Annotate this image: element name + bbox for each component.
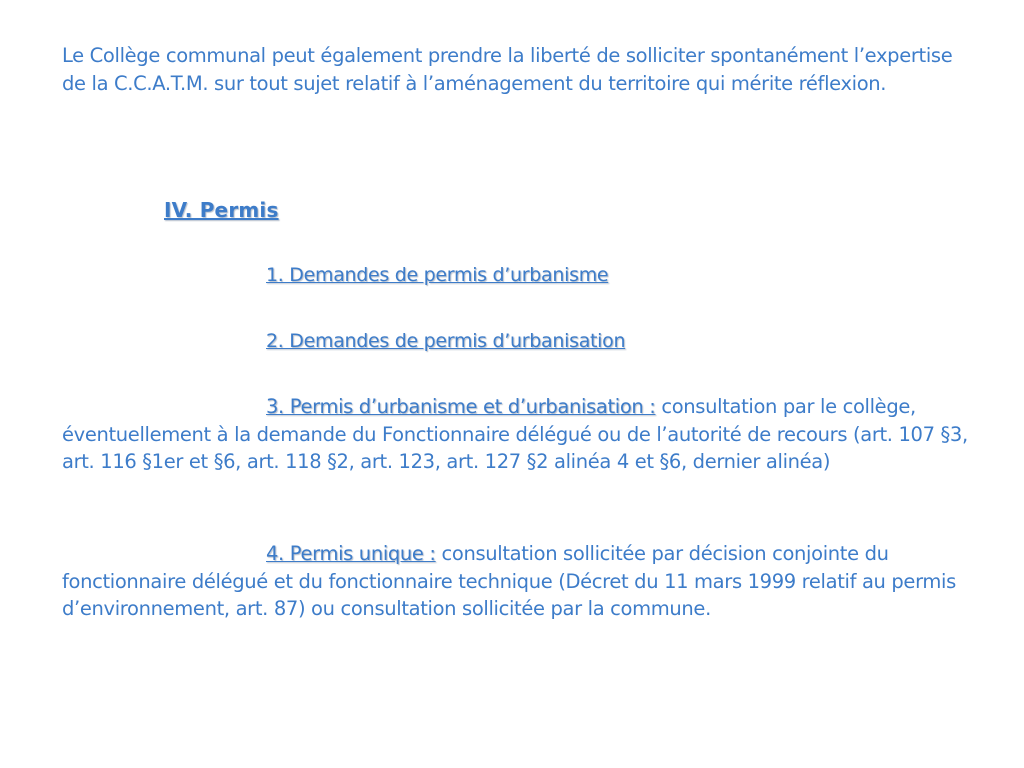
item-text-permis-unique: consultation sollicitée par décision conjointe du fonctionnaire délégué et du fonctionnaire technique (Décret du 11 mars 1999 relatif au permis d’environnement, art. 87) ou consultation sollicitée par la commune. — [62, 542, 956, 620]
item-heading-permis-urbanisation: 2. Demandes de permis d’urbanisation — [266, 330, 626, 352]
intro-paragraph: Le Collège communal peut également prendre la liberté de solliciter spontanément l’expertise de la C.C.A.T.M. sur tout sujet relatif à l’aménagement du territoire qui mérite réflexion. — [62, 44, 953, 95]
item-heading-permis-urbanisme: 1. Demandes de permis d’urbanisme — [266, 264, 609, 286]
item-heading-permis-urbanisme-urbanisation: 3. Permis d’urbanisme et d’urbanisation : — [266, 395, 656, 418]
item-paragraph-permis-urbanisme-urbanisation — [62, 393, 970, 476]
section-heading-permis: IV. Permis — [164, 198, 279, 222]
item-paragraph-permis-unique — [62, 540, 970, 623]
item-heading-permis-unique: 4. Permis unique : — [266, 542, 436, 565]
item-text-permis-urbanisme-urbanisation: consultation par le collège, éventuellement à la demande du Fonctionnaire délégué ou de l’autorité de recours (art. 107 §3, art. 116 §1er et §6, art. 118 §2, art. 123, art. 127 §2 alinéa 4 et §6, dernier alinéa) — [62, 395, 968, 473]
